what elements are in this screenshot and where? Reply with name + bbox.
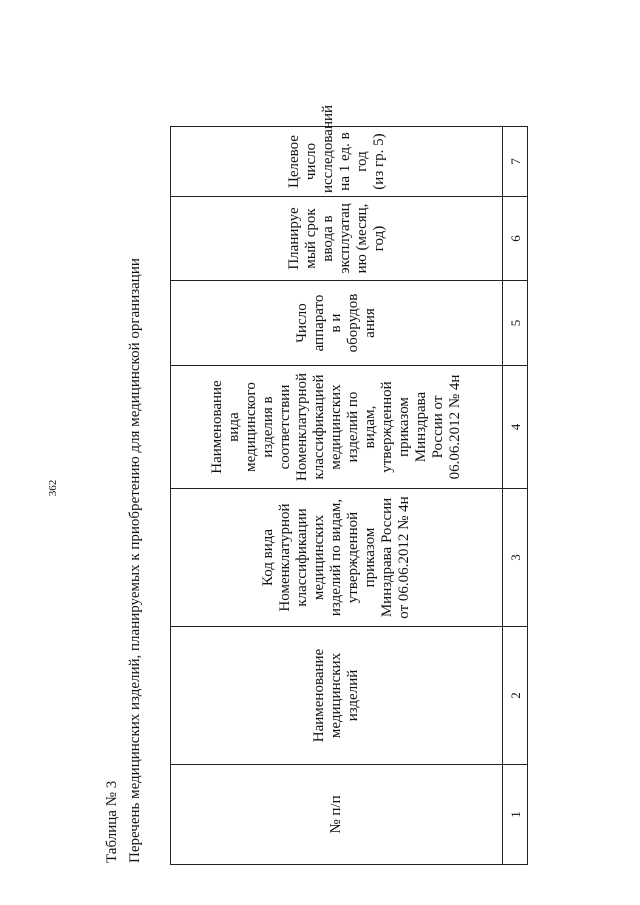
header-line: аппарато [311, 294, 327, 352]
header-line: ания [362, 308, 378, 338]
header-line: Минздрава России [379, 497, 395, 618]
header-line: 06.06.2012 № 4н [447, 374, 463, 480]
header-row [171, 127, 503, 865]
header-line: утвержденной [379, 381, 395, 473]
header-line: медицинских [311, 514, 327, 601]
header-line: изделий по видам, [328, 498, 344, 617]
header-line: ию (месяц, [353, 203, 370, 274]
header-line: Целевое число [285, 135, 319, 188]
header-line: эксплуатац [336, 203, 353, 274]
header-line: Номенклатурной [294, 372, 310, 482]
header-line: год) [370, 225, 387, 252]
header-line: Код вида [260, 528, 276, 587]
column-number-cell: 7 [503, 127, 528, 197]
header-line: Минздрава [413, 391, 429, 463]
header-cell-device-type-name [171, 366, 503, 489]
header-cell-classification-code [171, 489, 503, 627]
column-number-cell: 6 [503, 197, 528, 281]
header-cell-target-studies [171, 104, 503, 197]
header-line: от 06.06.2012 № 4н [396, 496, 412, 619]
column-number-row [503, 127, 528, 865]
header-line: медицинского [243, 382, 259, 472]
column-number-cell: 4 [503, 366, 528, 489]
header-line: изделий [345, 669, 361, 722]
header-line: изделий по видам, [345, 391, 378, 463]
header-line: на 1 ед. в год [336, 132, 370, 191]
column-number-cell: 5 [503, 281, 528, 366]
header-line: классификацией [311, 374, 327, 480]
header-line: вида [226, 412, 242, 442]
header-cell-device-name [171, 627, 503, 765]
header-line: утвержденной [345, 511, 361, 604]
header-line: Номенклатурной [277, 503, 293, 612]
table-caption: Перечень медицинских изделий, планируемых к приобретению для медицинской организации [127, 258, 143, 863]
header-line: приказом [396, 397, 412, 457]
header-line: (из гр. 5) [370, 133, 387, 190]
header-cell-commissioning-date [171, 197, 503, 281]
header-line: классификации [294, 508, 310, 607]
header-line: Число [294, 303, 310, 343]
header-line: изделия в [260, 396, 276, 458]
column-number-cell: 1 [503, 765, 528, 865]
header-line: Наименование [311, 648, 327, 743]
header-line: Планируе [285, 207, 302, 270]
header-line: Наименование [209, 380, 225, 474]
header-line: оборудов [345, 293, 361, 353]
header-line: мый срок [302, 208, 319, 269]
header-line: приказом [362, 527, 378, 588]
header-cell-row-number [171, 765, 503, 865]
header-cell-equipment-count [171, 281, 503, 366]
page-number: 362 [47, 479, 59, 497]
header-line: исследований [319, 104, 336, 193]
header-line: № п/п [328, 795, 344, 834]
header-line: в и [328, 313, 344, 333]
table-label: Таблица № 3 [104, 780, 120, 863]
column-number-cell: 3 [503, 489, 528, 627]
column-number-cell: 2 [503, 627, 528, 765]
header-line: медицинских [328, 384, 344, 470]
header-line: соответствии [277, 384, 293, 470]
header-line: России от [430, 395, 446, 459]
header-line: ввода в [319, 215, 336, 262]
medical-devices-table [170, 104, 528, 865]
header-line: медицинских [328, 652, 344, 739]
